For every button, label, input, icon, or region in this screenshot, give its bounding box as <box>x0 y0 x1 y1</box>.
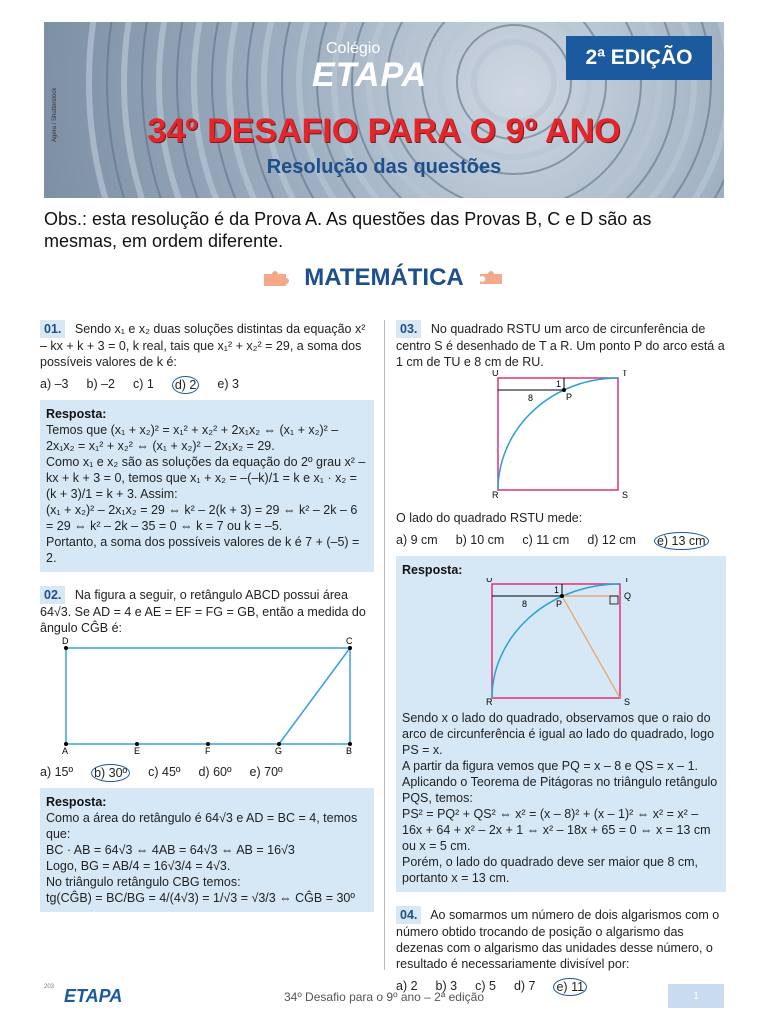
answer-line: Aplicando o Teorema de Pitágoras no triângulo retângulo PQS, temos: <box>402 775 718 805</box>
label-q: Q <box>624 591 632 601</box>
label-d: D <box>62 636 69 646</box>
option-d: d) 7 <box>513 979 536 993</box>
puzzle-icon <box>262 270 292 286</box>
column-divider <box>384 320 385 970</box>
options-03 <box>396 532 726 550</box>
observation-note: Obs.: esta resolução é da Prova A. As questões das Provas B, C e D são as mesmas, em ordem diferente. <box>44 209 652 251</box>
options-01 <box>40 376 374 394</box>
label-s: S <box>622 490 629 500</box>
edition-badge: 2ª EDIÇÃO <box>566 36 712 80</box>
option-c: c) 11 cm <box>522 533 570 547</box>
answer-line: PS² = PQ² + QS² ⇔ x² = (x – 8)² + (x – 1)² ⇔ x² = x² – 16x + 64 + x² – 2x + 1 ⇔ x² – 18x + 65 = 0 ⇔ x = 13 cm ou x = 5 cm. <box>402 807 711 853</box>
page-title: 34º DESAFIO PARA O 9º ANO <box>147 112 621 150</box>
question-01 <box>40 320 374 370</box>
answer-line: Como x₁ e x₂ são as soluções da equação do 2º grau x² – kx + k + 3 = 0, temos que x₁ + x₂ = –(–k)/1 = k e x₁ · x₂ = (k + 3)/1 = k + 3. Assim: <box>46 455 366 501</box>
page-subtitle: Resolução das questões <box>266 156 502 178</box>
question-text: Sendo x₁ e x₂ duas soluções distintas da equação x² – kx + k + 3 = 0, k real, tais que x₁² + x₂² = 29, a soma dos possíveis valores de k é: <box>40 322 366 369</box>
option-c: c) 5 <box>475 979 496 993</box>
option-d: d) 12 cm <box>587 533 636 547</box>
label-p: P <box>556 599 563 609</box>
label-t: T <box>622 370 628 378</box>
label-p: P <box>566 392 573 402</box>
brand-logo: ETAPA <box>312 56 428 94</box>
option-d: d) 60º <box>198 765 232 779</box>
label-8: 8 <box>522 599 528 609</box>
square-figure <box>396 370 726 500</box>
left-column <box>40 320 374 926</box>
answer-box-03 <box>396 556 726 892</box>
question-03 <box>396 320 726 370</box>
option-a: a) –3 <box>40 377 69 391</box>
rectangle-figure <box>40 636 374 754</box>
options-02 <box>40 764 374 782</box>
question-text: No quadrado RSTU um arco de circunferência de centro S é desenhado de T a R. Um ponto P do arco está a 1 cm de TU e 8 cm de RU. <box>396 322 725 369</box>
footer-code: 203 <box>44 984 55 990</box>
answer-line: Temos que (x₁ + x₂)² = x₁² + x₂² + 2x₁x₂ ⇔ (x₁ + x₂)² – 2x₁x₂ = x₁² + x₂² ⇔ (x₁ + x₂)² – 2x₁x₂ = 29. <box>46 423 339 453</box>
answer-box-02 <box>40 788 374 912</box>
label-g: G <box>275 746 283 754</box>
footer-title: 34º Desafio para o 9º ano – 2ª edição <box>283 990 484 1004</box>
brand-colegio: Colégio <box>326 40 381 57</box>
answer-title: Resposta: <box>46 795 107 809</box>
label-a: A <box>62 746 69 754</box>
answer-line: Logo, BG = AB/4 = 16√3/4 = 4√3. <box>46 859 231 873</box>
square-solution-figure <box>402 578 720 706</box>
option-e: e) 3 <box>217 377 239 391</box>
answer-box-01 <box>40 400 374 572</box>
option-b-selected: b) 30º <box>91 764 130 782</box>
option-c: c) 45º <box>148 765 181 779</box>
page-number: 1 <box>668 984 724 1008</box>
footer-logo: ETAPA <box>64 986 123 1006</box>
question-number: 02. <box>40 586 65 604</box>
option-d-selected: d) 2 <box>172 376 200 394</box>
label-8: 8 <box>528 393 534 403</box>
option-c: c) 1 <box>133 377 154 391</box>
option-e: e) 70º <box>249 765 283 779</box>
question-text: Ao somarmos um número de dois algarismos com o número obtido trocando de posição o algarismo das dezenas com o algarismo das unidades desse número, o resultado é necessariamente divisível por: <box>396 908 720 971</box>
answer-line: BC · AB = 64√3 ⇔ 4AB = 64√3 ⇔ AB = 16√3 <box>46 843 295 857</box>
question-number: 03. <box>396 320 421 338</box>
option-b: b) 10 cm <box>455 533 505 547</box>
label-r: R <box>492 490 499 500</box>
option-a: a) 2 <box>396 979 418 993</box>
question-text: Na figura a seguir, o retângulo ABCD possui área 64√3. Se AD = 4 e AE = EF = FG = GB, então a medida do ângulo CĜB é: <box>40 588 366 635</box>
answer-line: tg(CĜB) = BC/BG = 4/(4√3) = 1/√3 = √3/3 ⇔ CĜB = 30º <box>46 891 355 905</box>
answer-title: Resposta: <box>402 563 463 577</box>
answer-line: Sendo x o lado do quadrado, observamos que o raio do arco de circunferência é igual ao lado do quadrado, logo PS = x. <box>402 711 715 757</box>
puzzle-icon <box>476 270 506 286</box>
label-b: B <box>346 746 353 754</box>
label-t: T <box>624 578 630 584</box>
label-r: R <box>486 697 493 706</box>
header-banner <box>44 22 724 198</box>
answer-line: A partir da figura vemos que PQ = x – 8 e QS = x – 1. <box>402 759 698 773</box>
label-f: F <box>205 746 211 754</box>
answer-title: Resposta: <box>46 407 107 421</box>
label-1: 1 <box>554 585 560 595</box>
label-u: U <box>486 578 493 584</box>
label-1: 1 <box>556 379 562 389</box>
question-04 <box>396 906 726 972</box>
label-s: S <box>624 697 631 706</box>
option-b: b) 3 <box>435 979 458 993</box>
option-b: b) –2 <box>86 377 115 391</box>
label-c: C <box>346 636 353 646</box>
section-header <box>0 264 768 292</box>
option-a: a) 9 cm <box>396 533 438 547</box>
question-number: 04. <box>396 906 421 924</box>
question-prompt: O lado do quadrado RSTU mede: <box>396 511 583 525</box>
answer-line: (x₁ + x₂)² – 2x₁x₂ = 29 ⇔ k² – 2(k + 3) = 29 ⇔ k² – 2k – 6 = 29 ⇔ k² – 2k – 35 = 0 ⇔ k = 7 ou k = –5. <box>46 503 358 533</box>
label-e: E <box>134 746 141 754</box>
question-02 <box>40 586 374 636</box>
question-number: 01. <box>40 320 65 338</box>
right-column <box>396 320 726 1002</box>
option-e-selected: e) 13 cm <box>654 532 709 550</box>
image-credit: Agera / Shutterstock <box>52 87 58 142</box>
option-e-selected: e) 11 <box>553 978 587 996</box>
option-a: a) 15º <box>40 765 74 779</box>
answer-line: Portanto, a soma dos possíveis valores de k é 7 + (–5) = 2. <box>46 535 360 565</box>
answer-line: Porém, o lado do quadrado deve ser maior que 8 cm, portanto x = 13 cm. <box>402 855 699 885</box>
answer-line: Como a área do retângulo é 64√3 e AD = BC = 4, temos que: <box>46 811 358 841</box>
section-title: MATEMÁTICA <box>304 264 464 291</box>
label-u: U <box>492 370 499 378</box>
answer-line: No triângulo retângulo CBG temos: <box>46 875 241 889</box>
